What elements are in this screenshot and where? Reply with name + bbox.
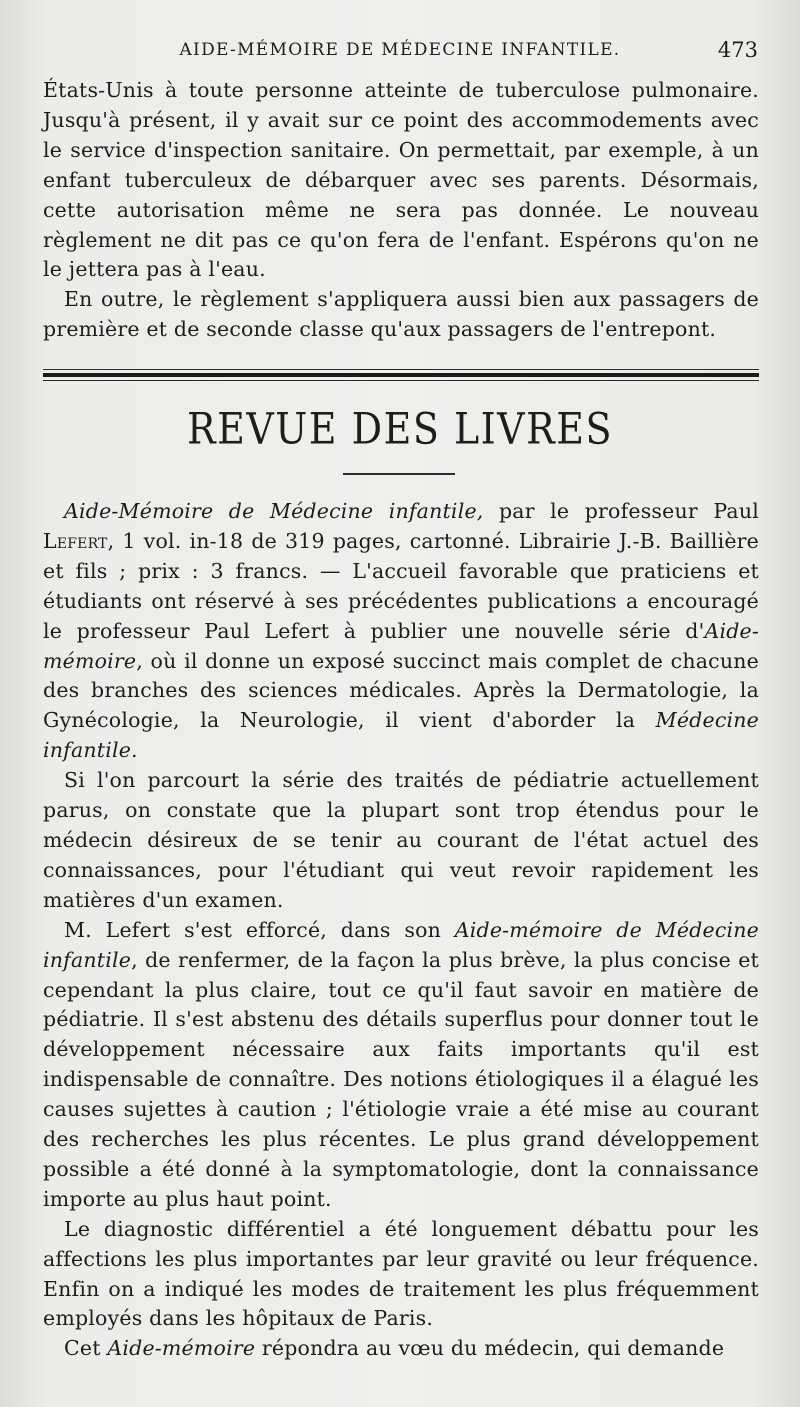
book-details: , 1 vol. in-18 de 319 pages, cartonné. Librairie J.-B. Baillière et fils ; prix : 3 francs. — L'accueil favorable que praticiens et étudiants ont réservé à ses précédentes publications a encouragé le professeur Paul Lefert à publier une nouvelle série d' xyxy=(43,528,759,643)
author-surname: Lefert xyxy=(43,528,108,553)
review-paragraph-3 xyxy=(43,916,759,1215)
paragraph-3-rest: , de renfermer, de la façon la plus brève, la plus concise et cependant la plus claire, tout ce qu'il faut savoir en matière de pédiatrie. Il s'est abstenu des détails superflus pour donner tout le développement nécessaire aux faits importants qu'il est indispensable de connaître. Des notions étiologiques il a élagué les causes sujettes à caution ; l'étiologie vraie a été mise au courant des recherches les plus récentes. Le plus grand développement possible a été donné à la symptomatologie, dont la connaissance importe au plus haut point. xyxy=(43,947,759,1211)
paragraph-5-title: Aide-mémoire xyxy=(107,1336,256,1361)
running-title: AIDE-MÉMOIRE DE MÉDECINE INFANTILE. xyxy=(179,40,621,60)
review-paragraph-2: Si l'on parcourt la série des traités de pédiatrie actuellement parus, on constate que la plupart sont trop étendus pour le médecin désireux de se tenir au courant de l'état actuel des connaissances, pour l'étudiant qui veut revoir rapidement les matières d'un examen. xyxy=(43,768,759,912)
intro-paragraph-2: En outre, le règlement s'appliquera aussi bien aux passagers de première et de seconde classe qu'aux passagers de l'entrepont. xyxy=(43,287,759,342)
intro-paragraph-1: États-Unis à toute personne atteinte de tuberculose pulmonaire. Jusqu'à présent, il y avait sur ce point des accommodements avec le service d'inspection sanitaire. On permettait, par exemple, à un enfant tuberculeux de débarquer avec ses parents. Désormais, cette autorisation même ne sera pas donnée. Le nouveau règlement ne dit pas ce qu'on fera de l'enfant. Espérons qu'on ne le jettera pas à l'eau. xyxy=(43,78,759,282)
page-number: 473 xyxy=(717,38,758,62)
paragraph-1-rest: , où il donne un exposé succinct mais complet de chacune des branches des sciences médicales. Après la Dermatologie, la Gynécologie, la Neurologie, il vient d'aborder la xyxy=(43,648,759,733)
review-text xyxy=(43,497,759,1364)
book-title: Aide-Mémoire de Médecine infantile, xyxy=(64,499,484,523)
title-underline xyxy=(343,473,455,475)
paragraph-5-rest: répondra au vœu du médecin, qui demande xyxy=(255,1336,725,1361)
page-header xyxy=(0,38,800,68)
paragraph-1-end: Médecine infantile. xyxy=(43,708,759,763)
review-paragraph-5 xyxy=(43,1334,759,1364)
byline: par le professeur Paul xyxy=(483,499,759,523)
section-rule-top xyxy=(43,369,759,370)
section-rule-bottom xyxy=(43,380,759,381)
section-rule-thick xyxy=(43,373,759,377)
paragraph-5-start: Cet xyxy=(64,1336,108,1361)
paragraph-3-start: M. Lefert s'est efforcé, dans son xyxy=(64,917,455,942)
series-name: Aide-mémoire xyxy=(43,618,759,673)
section-title: REVUE DES LIVRES xyxy=(186,404,614,454)
review-paragraph-4: Le diagnostic différentiel a été longuement débattu pour les affections les plus importantes par leur gravité ou leur fréquence. Enfin on a indiqué les modes de traitement les plus fréquemment employés dans les hôpitaux de Paris. xyxy=(43,1216,759,1331)
review-paragraph-1 xyxy=(43,497,759,766)
paragraph-3-title: Aide-mémoire de Médecine infantile xyxy=(43,917,759,972)
intro-text xyxy=(43,76,759,345)
